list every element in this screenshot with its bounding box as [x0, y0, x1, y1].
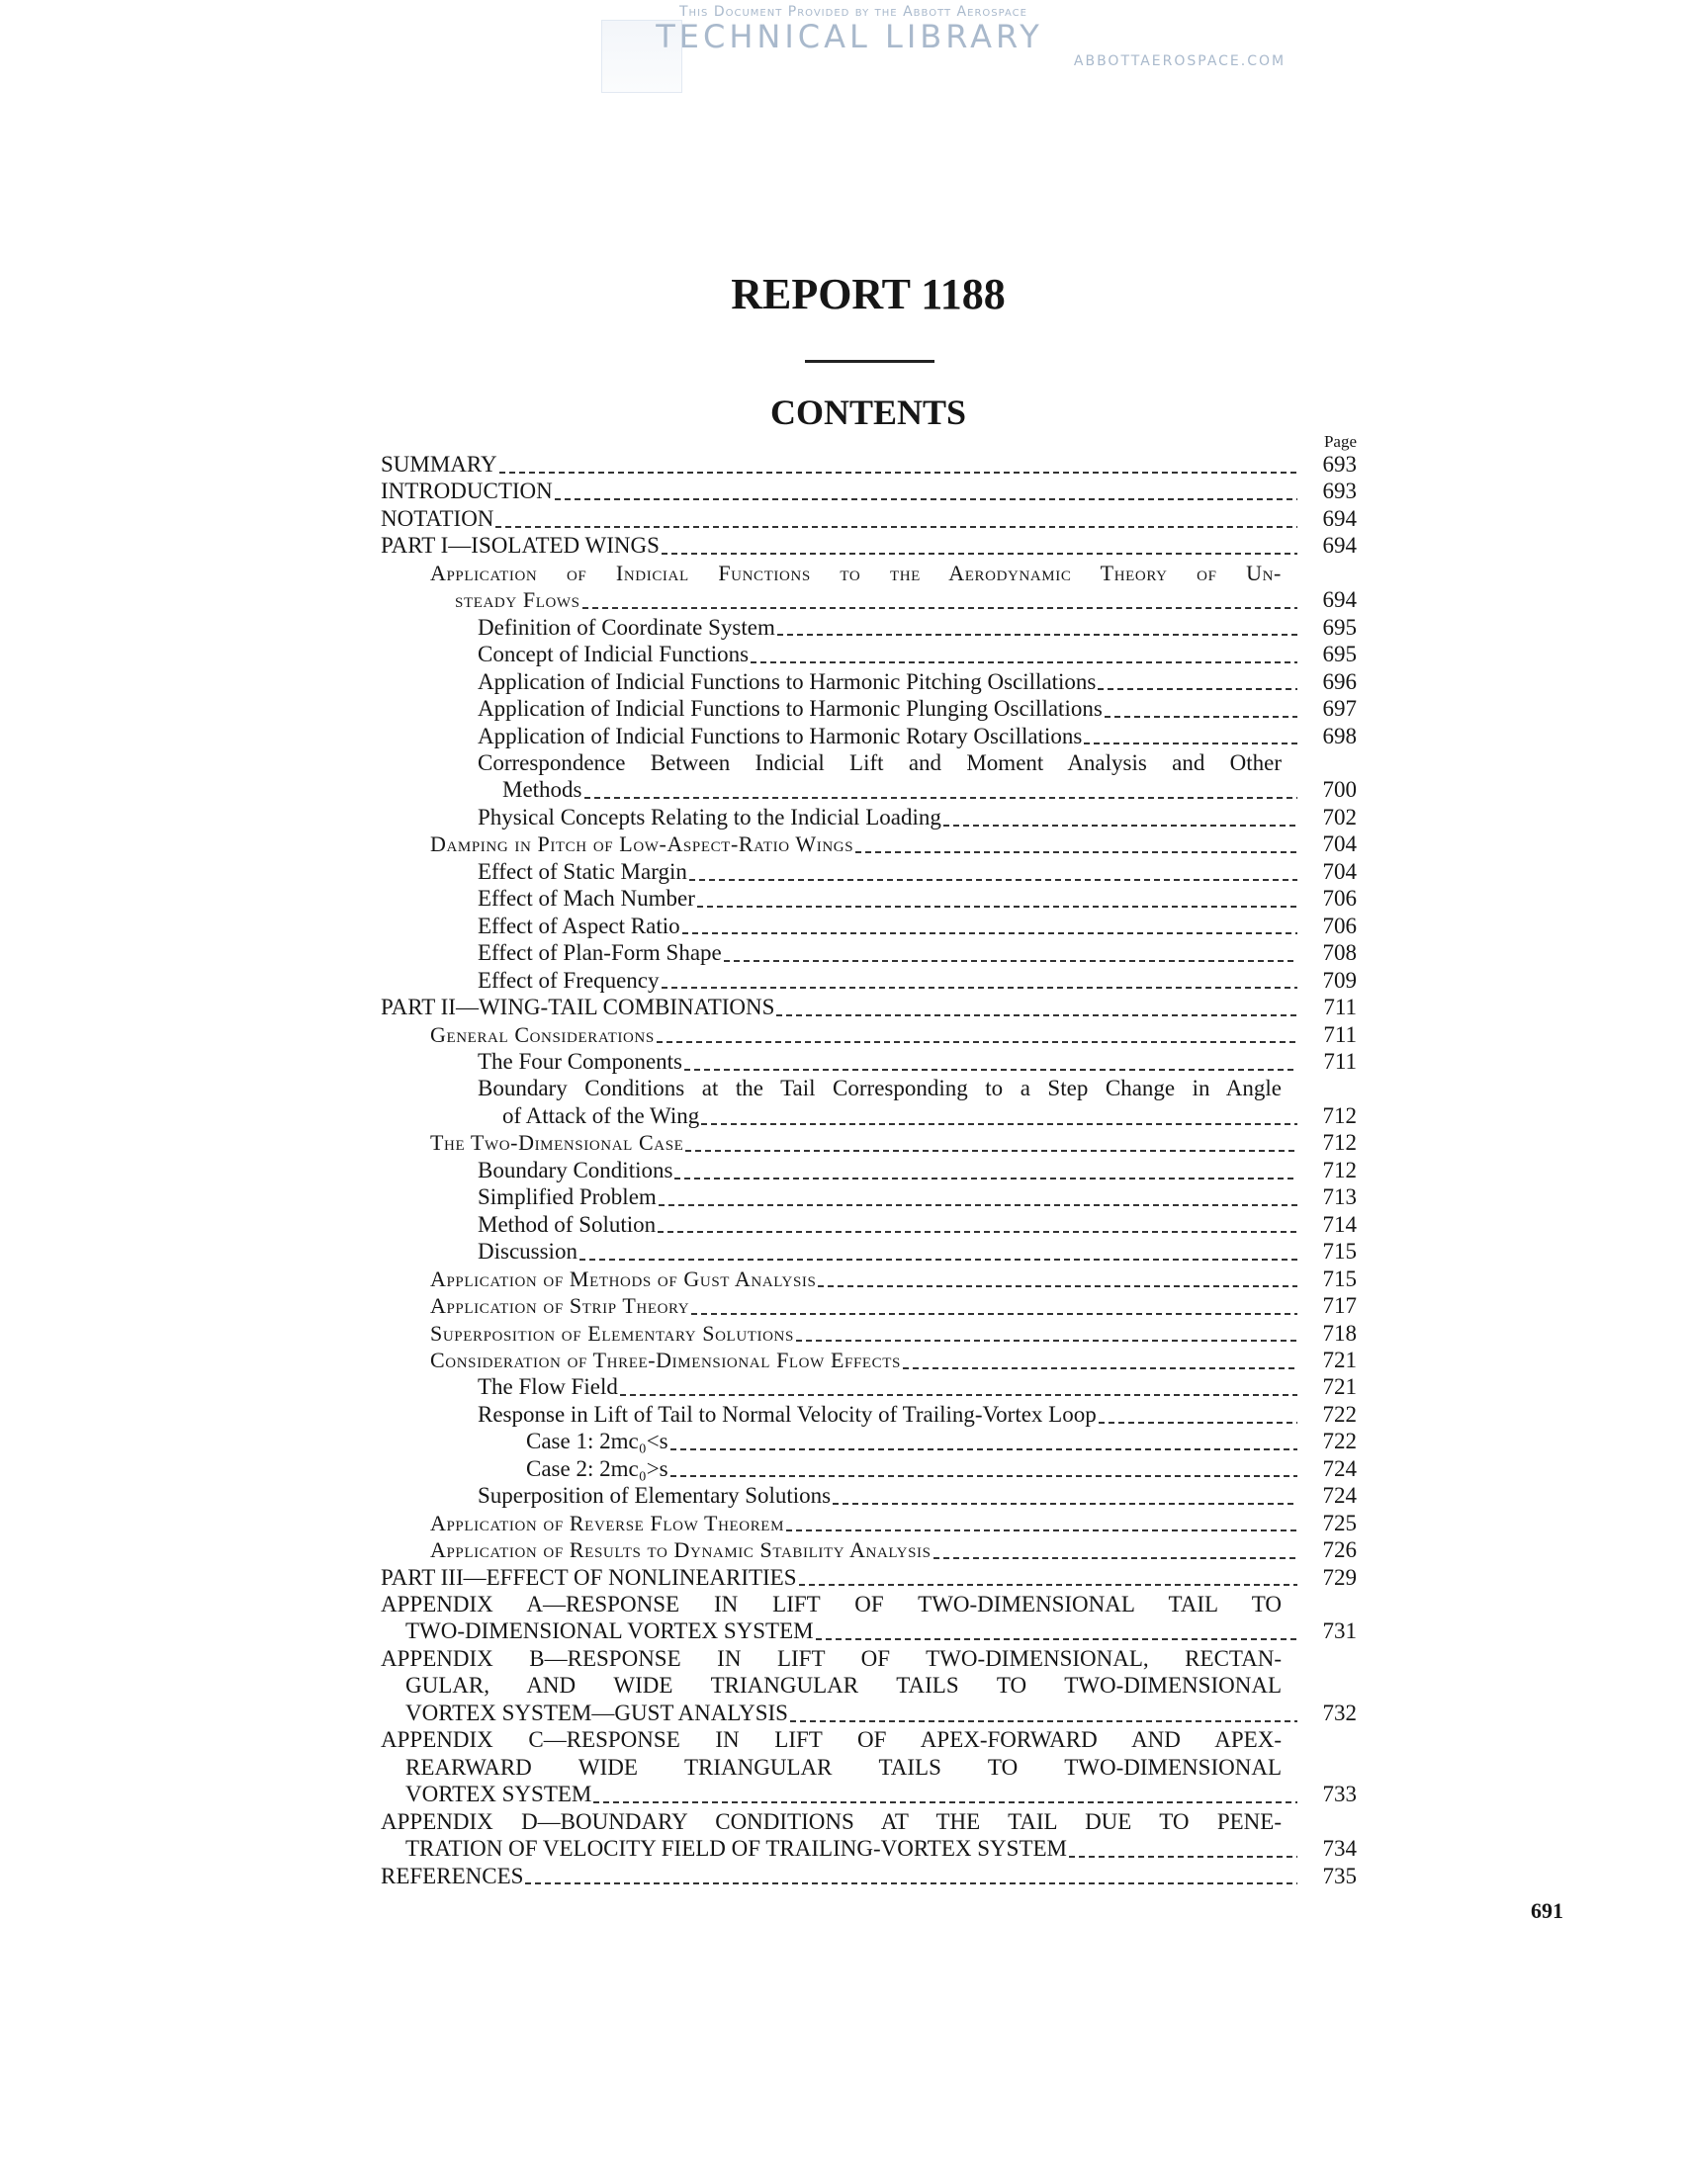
toc-page-number: 722 [1322, 1429, 1357, 1454]
dot-leader [684, 1069, 1297, 1071]
toc-entry-title: TRATION OF VELOCITY FIELD OF TRAILING-VORTEX SYSTEM [405, 1836, 1068, 1862]
toc-entry-title: Case 1: 2mc₀<s [526, 1429, 668, 1454]
toc-entry[interactable] [381, 1510, 1357, 1536]
toc-entry-title: Definition of Coordinate System [478, 614, 775, 640]
toc-page-number: 695 [1322, 614, 1357, 640]
toc-entry[interactable] [381, 1266, 1357, 1292]
dot-leader [776, 1014, 1297, 1016]
dot-leader [796, 1340, 1297, 1342]
dot-leader [724, 960, 1297, 962]
toc-entry-title: SUMMARY [381, 452, 497, 477]
toc-entry-title: PART III—EFFECT OF NONLINEARITIES [381, 1564, 797, 1590]
toc-entry-title: REFERENCES [381, 1863, 524, 1888]
report-title: REPORT 1188 [731, 270, 1006, 318]
toc-page-number: 715 [1322, 1239, 1357, 1265]
toc-entry-title: Consideration of Three-Dimensional Flow Effects [430, 1347, 901, 1372]
toc-entry-title: Damping in Pitch of Low-Aspect-Ratio Wings [430, 831, 854, 857]
toc-page-number: 704 [1322, 831, 1357, 857]
toc-entry-title: VORTEX SYSTEM [405, 1782, 592, 1807]
dot-leader [943, 825, 1297, 827]
toc-page-number: 725 [1322, 1510, 1357, 1535]
table-of-contents [381, 451, 1357, 1889]
toc-entry-title: Effect of Frequency [478, 967, 660, 993]
toc-entry-title: General Considerations [430, 1021, 655, 1047]
toc-page-number: 715 [1322, 1266, 1357, 1291]
toc-entry[interactable] [381, 1482, 1357, 1509]
toc-page-number: 732 [1322, 1700, 1357, 1725]
toc-page-number: 696 [1322, 668, 1357, 694]
toc-entry[interactable] [381, 1129, 1357, 1156]
toc-entry[interactable] [381, 641, 1357, 667]
toc-page-number: 733 [1322, 1782, 1357, 1807]
toc-entry-title: Application of Indicial Functions to Harmonic Plunging Oscillations [478, 696, 1103, 722]
toc-entry-title: Application of Reverse Flow Theorem [430, 1510, 785, 1535]
dot-leader [1069, 1856, 1297, 1858]
toc-entry-title: GULAR, AND WIDE TRIANGULAR TAILS TO TWO-DIMENSIONAL [405, 1673, 1282, 1699]
dot-leader [662, 553, 1297, 555]
page-column-label: Page [1323, 432, 1357, 451]
toc-entry[interactable] [381, 560, 1357, 614]
toc-entry-title: Response in Lift of Tail to Normal Velocity of Trailing-Vortex Loop [478, 1401, 1097, 1427]
toc-entry-title: Effect of Mach Number [478, 886, 695, 912]
toc-entry[interactable] [381, 967, 1357, 994]
dot-leader [697, 906, 1297, 908]
toc-entry[interactable] [381, 994, 1357, 1020]
dot-leader [1105, 716, 1297, 718]
toc-entry-title: NOTATION [381, 505, 494, 531]
toc-entry[interactable] [381, 1373, 1357, 1400]
toc-entry[interactable] [381, 1021, 1357, 1048]
toc-entry[interactable] [381, 1401, 1357, 1428]
toc-entry[interactable] [381, 1726, 1357, 1807]
toc-page-number: 726 [1322, 1537, 1357, 1563]
toc-entry[interactable] [381, 749, 1357, 804]
dot-leader [903, 1367, 1297, 1369]
toc-entry[interactable] [381, 1048, 1357, 1075]
toc-entry[interactable] [381, 913, 1357, 939]
toc-entry[interactable] [381, 1591, 1357, 1645]
toc-entry[interactable] [381, 1347, 1357, 1373]
toc-entry-title: PART II—WING-TAIL COMBINATIONS [381, 995, 775, 1020]
toc-entry[interactable] [381, 1455, 1357, 1482]
toc-entry[interactable] [381, 1564, 1357, 1591]
dot-leader [777, 634, 1297, 636]
toc-entry-title: Application of Results to Dynamic Stability Analysis [430, 1537, 932, 1563]
toc-entry-title: Discussion [478, 1239, 577, 1265]
toc-entry-title: Application of Indicial Functions to the Aerodynamic Theory of Un- [430, 560, 1282, 585]
toc-page-number: 693 [1322, 479, 1357, 504]
toc-page-number: 693 [1322, 452, 1357, 477]
watermark-technical-library: TECHNICAL LIBRARY [656, 18, 1043, 55]
toc-entry-title: The Four Components [478, 1048, 682, 1074]
toc-entry[interactable] [381, 1075, 1357, 1129]
toc-entry-title: Superposition of Elementary Solutions [478, 1483, 832, 1509]
toc-entry[interactable] [381, 1536, 1357, 1563]
watermark-url: ABBOTTAEROSPACE.COM [1073, 53, 1287, 69]
toc-page-number: 724 [1322, 1455, 1357, 1481]
dot-leader [659, 1204, 1297, 1206]
dot-leader [499, 472, 1297, 474]
dot-leader [691, 1313, 1297, 1315]
toc-entry-title: Application of Indicial Functions to Harmonic Pitching Oscillations [478, 668, 1097, 694]
toc-page-number: 700 [1322, 777, 1357, 803]
dot-leader [555, 498, 1297, 500]
dot-leader [525, 1882, 1297, 1884]
dot-leader [799, 1584, 1297, 1586]
toc-entry[interactable] [381, 451, 1357, 478]
toc-page-number: 698 [1322, 723, 1357, 748]
toc-entry-title: Methods [502, 777, 582, 803]
dot-leader [495, 526, 1297, 528]
toc-page-number: 694 [1322, 505, 1357, 531]
watermark-provided-by: This Document Provided by the Abbott Aerospace [679, 4, 1027, 20]
toc-entry[interactable] [381, 1292, 1357, 1319]
dot-leader [1099, 1422, 1297, 1424]
toc-entry-title: Application of Indicial Functions to Harmonic Rotary Oscillations [478, 723, 1083, 748]
dot-leader [933, 1557, 1297, 1559]
toc-entry-title: Effect of Aspect Ratio [478, 913, 680, 938]
toc-entry-title: The Flow Field [478, 1374, 618, 1400]
toc-entry[interactable] [381, 478, 1357, 504]
toc-page-number: 721 [1322, 1374, 1357, 1400]
toc-page-number: 729 [1322, 1564, 1357, 1590]
dot-leader [689, 879, 1297, 881]
toc-page-number: 731 [1322, 1618, 1357, 1644]
toc-entry[interactable] [381, 1863, 1357, 1889]
toc-entry[interactable] [381, 1808, 1357, 1863]
dot-leader [833, 1503, 1297, 1505]
toc-entry[interactable] [381, 668, 1357, 695]
toc-page-number: 722 [1322, 1401, 1357, 1427]
dot-leader [670, 1448, 1297, 1450]
toc-entry-title: REARWARD WIDE TRIANGULAR TAILS TO TWO-DIMENSIONAL [405, 1754, 1282, 1780]
toc-entry[interactable] [381, 532, 1357, 559]
toc-entry[interactable] [381, 1211, 1357, 1238]
toc-page-number: 717 [1322, 1293, 1357, 1319]
toc-page-number: 708 [1322, 940, 1357, 966]
toc-entry-title: Correspondence Between Indicial Lift and Moment Analysis and Other [478, 749, 1282, 775]
toc-page-number: 702 [1322, 804, 1357, 830]
dot-leader [682, 932, 1297, 934]
dot-leader [582, 607, 1297, 609]
toc-entry[interactable] [381, 804, 1357, 830]
toc-entry-title: steady Flows [455, 587, 580, 613]
dot-leader [584, 797, 1298, 799]
toc-entry[interactable] [381, 830, 1357, 857]
dot-leader [620, 1394, 1297, 1396]
toc-entry[interactable] [381, 858, 1357, 885]
toc-page-number: 724 [1322, 1483, 1357, 1509]
toc-entry-title: Application of Methods of Gust Analysis [430, 1266, 817, 1291]
toc-entry[interactable] [381, 505, 1357, 532]
toc-entry-title: TWO-DIMENSIONAL VORTEX SYSTEM [405, 1618, 814, 1644]
dot-leader [790, 1720, 1297, 1722]
toc-entry-title: Concept of Indicial Functions [478, 642, 750, 667]
toc-entry-title: VORTEX SYSTEM—GUST ANALYSIS [405, 1700, 788, 1725]
toc-page-number: 712 [1322, 1157, 1357, 1182]
dot-leader [1084, 743, 1297, 744]
toc-entry-title: Superposition of Elementary Solutions [430, 1320, 794, 1346]
toc-entry-title: APPENDIX C—RESPONSE IN LIFT OF APEX-FORWARD AND APEX- [381, 1727, 1282, 1753]
toc-entry[interactable] [381, 1645, 1357, 1726]
toc-entry-title: Application of Strip Theory [430, 1293, 690, 1319]
dot-leader [657, 1041, 1297, 1043]
toc-page-number: 734 [1322, 1836, 1357, 1862]
page-number: 691 [1531, 1898, 1563, 1923]
toc-page-number: 713 [1322, 1184, 1357, 1210]
toc-entry-title: Boundary Conditions at the Tail Corresponding to a Step Change in Angle [478, 1076, 1282, 1101]
toc-entry[interactable] [381, 1320, 1357, 1347]
toc-entry-title: PART I—ISOLATED WINGS [381, 533, 660, 559]
toc-entry-title: of Attack of the Wing [502, 1102, 700, 1128]
toc-page-number: 714 [1322, 1211, 1357, 1237]
toc-entry-title: The Two-Dimensional Case [430, 1130, 684, 1156]
toc-entry-title: Effect of Plan-Form Shape [478, 940, 722, 966]
toc-entry[interactable] [381, 1183, 1357, 1210]
dot-leader [674, 1178, 1297, 1179]
dot-leader [662, 987, 1298, 989]
contents-heading: CONTENTS [769, 393, 967, 432]
toc-page-number: 718 [1322, 1320, 1357, 1346]
toc-entry[interactable] [381, 1157, 1357, 1183]
toc-page-number: 735 [1322, 1863, 1357, 1888]
toc-page-number: 712 [1322, 1130, 1357, 1156]
toc-entry-title: APPENDIX D—BOUNDARY CONDITIONS AT THE TAIL DUE TO PENE- [381, 1808, 1282, 1834]
dot-leader [579, 1259, 1297, 1261]
toc-entry[interactable] [381, 939, 1357, 966]
toc-page-number: 694 [1322, 587, 1357, 613]
toc-page-number: 711 [1323, 1048, 1357, 1074]
title-rule [805, 360, 934, 363]
toc-entry[interactable] [381, 614, 1357, 641]
toc-entry-title: Method of Solution [478, 1211, 657, 1237]
toc-entry[interactable] [381, 723, 1357, 749]
dot-leader [593, 1801, 1297, 1803]
dot-leader [685, 1150, 1297, 1152]
dot-leader [816, 1638, 1297, 1640]
dot-leader [786, 1529, 1297, 1531]
toc-entry-title: Physical Concepts Relating to the Indicial Loading [478, 804, 941, 830]
toc-entry[interactable] [381, 885, 1357, 912]
dot-leader [670, 1475, 1297, 1477]
toc-entry-title: Simplified Problem [478, 1184, 657, 1210]
dot-leader [818, 1285, 1297, 1287]
toc-page-number: 706 [1322, 913, 1357, 938]
toc-entry-title: Effect of Static Margin [478, 858, 687, 884]
toc-page-number: 711 [1323, 995, 1357, 1020]
dot-leader [751, 661, 1297, 663]
toc-entry-title: INTRODUCTION [381, 479, 553, 504]
toc-page-number: 711 [1323, 1021, 1357, 1047]
toc-page-number: 704 [1322, 858, 1357, 884]
toc-entry-title: Case 2: 2mc₀>s [526, 1455, 668, 1481]
dot-leader [658, 1231, 1297, 1233]
toc-page-number: 697 [1322, 696, 1357, 722]
dot-leader [701, 1123, 1297, 1125]
toc-page-number: 706 [1322, 886, 1357, 912]
toc-entry[interactable] [381, 1428, 1357, 1454]
toc-page-number: 721 [1322, 1347, 1357, 1372]
toc-entry-title: APPENDIX B—RESPONSE IN LIFT OF TWO-DIMENSIONAL, RECTAN- [381, 1645, 1282, 1671]
dot-leader [1098, 688, 1297, 690]
toc-page-number: 695 [1322, 642, 1357, 667]
dot-leader [855, 851, 1297, 853]
toc-entry-title: Boundary Conditions [478, 1157, 673, 1182]
toc-page-number: 712 [1322, 1102, 1357, 1128]
toc-page-number: 709 [1322, 967, 1357, 993]
toc-entry-title: APPENDIX A—RESPONSE IN LIFT OF TWO-DIMENSIONAL TAIL TO [381, 1592, 1282, 1617]
toc-entry[interactable] [381, 695, 1357, 722]
toc-entry[interactable] [381, 1238, 1357, 1265]
toc-page-number: 694 [1322, 533, 1357, 559]
